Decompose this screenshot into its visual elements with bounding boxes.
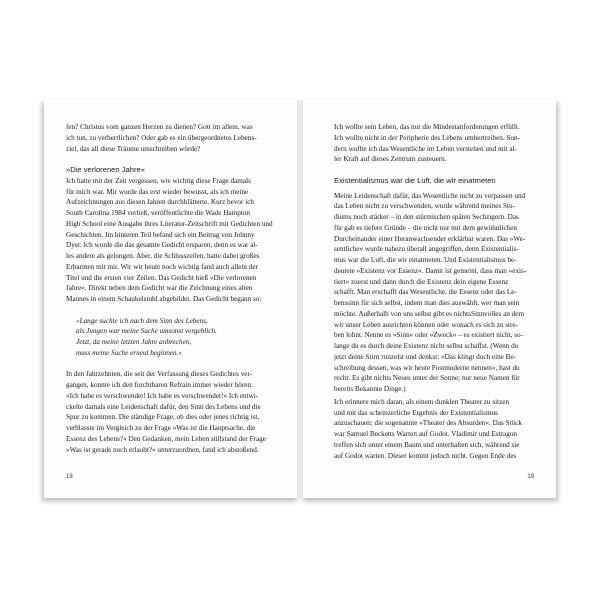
text-line: mus war die Luft, die wir einatmeten. Und Existentialismus be- xyxy=(334,256,517,264)
section-heading: »Die verlorenen Jahre« xyxy=(66,165,145,174)
right-paragraph xyxy=(334,191,544,395)
text-line: ben lohnt. Nenne es »Sinn« oder »Zweck« – es existiert nicht, so- xyxy=(334,331,524,340)
text-line: recht. Es gibt nichts Neues unter der Sonne; nur neue Namen für xyxy=(334,374,520,383)
text-line: High School eine Ausgabe ihres Literatur-Zeitschrift mit Gedichten und xyxy=(66,219,273,228)
text-line: In den Jahrzehnten, die seit der Verfassung dieses Gedichtes ver- xyxy=(66,370,253,379)
text-line: »Was ist gerade noch erlaubt?« unterzuordnen, fand ich abstoßend. xyxy=(66,445,259,454)
text-line: jetzt deine Stirn runzelst und denkst: »Das klingt doch eine Be- xyxy=(334,352,517,361)
text-line: für mich war. Mir wurde das erst wieder bewusst, als ich meine xyxy=(66,187,249,196)
text-line: für gab es tiefere Gründe – die nicht nur mit dem gewöhnlichen xyxy=(334,223,518,232)
text-line: Ich wollte sein Leben, das nur die Mindestanforderungen erfüllt. xyxy=(334,123,520,131)
text-line: Meine Leidenschaft dafür, das Wesentliche nicht zu verpassen und xyxy=(334,191,526,200)
text-line: ler Kraft auf dieses Zentrum zusteuern. xyxy=(334,155,447,164)
text-line: Mannes in einem Schaukelstuhl abgebildet. Das Gedicht begann so: xyxy=(66,295,262,303)
text-line: verblasste im Vergleich zu der Frage »Was ist die Hauptsache, die xyxy=(66,424,256,432)
right-page-text xyxy=(334,122,544,461)
text-line: ich tun, zu verherrlichen? Oder gab es ein übergeordnetes Lebens- xyxy=(66,133,257,142)
left-page-text xyxy=(66,122,276,455)
text-line: Dyer. Ich wurde die das gesamte Gedicht ersparen, denn es war al- xyxy=(66,241,258,250)
text-line: und mit das scheinzerliche Ergebnis der Existentialismus xyxy=(334,408,498,417)
quote-line: Jetzt, da meine letzten Jahre anbrechen, xyxy=(76,338,192,346)
text-line: South Carolina 1984 verließ, veröffentlichte die Wade Hampton xyxy=(66,209,250,217)
text-line: Ich wollte nicht in der Peripherie des Lebens umhertreiben. Son- xyxy=(334,133,521,142)
text-line: benssinn für sich selbst, indem man dies auswählt, wer man sein xyxy=(334,299,520,307)
quote-line: »Lange suchte ich nach dem Sinn des Lebens, xyxy=(76,316,208,325)
text-line: schafft. Man erschafft das Wesentliche, die Essenz oder das Le- xyxy=(334,288,517,297)
text-line: Ich erinnere mich daran, als einem dunklen Theater zu sitzen xyxy=(334,397,510,406)
quote-line: als Jungen war meine Suche umsonst vergeblich. xyxy=(76,327,217,336)
text-line: deutete »Existenz vor Essenz«. Damit ist gemeint, dass man »exis- xyxy=(334,266,527,275)
page-number: 19 xyxy=(527,474,534,480)
text-line: Ich hatte mit der Zeit vergessen, wie wichtig diese Frage damals xyxy=(66,176,251,185)
text-line: möchte. Außerhalb von uns selbst gibt es nichtsSinnvolles an dem xyxy=(334,309,525,318)
text-line: Spur zu kommen. Die ständige Frage, ob dies oder jenes richtig ist, xyxy=(66,413,260,422)
right-intro xyxy=(334,122,544,165)
quote-line: muss meine Suche erneut beginnen.« xyxy=(76,348,182,357)
book-spread xyxy=(44,100,556,498)
text-line: bereits Bekannte Dinge.) xyxy=(334,385,406,393)
text-line: Durcheinander einer Heranwachsender erklärbar waren. Das »We- xyxy=(334,234,526,243)
text-line: Aufzeichnungen aus diesen Jahren durchblätterte. Kurz bevor ich xyxy=(66,198,254,207)
text-line: Jahre«. Direkt neben dem Gedicht war die Zeichnung eines alten xyxy=(66,284,253,293)
text-line: les andere als gelungen. Aber, die Schlusszeilen, hatte dabei großes xyxy=(66,252,260,260)
text-line: tiert« zuerst und dann durch die Existenz dein eigene Essenz xyxy=(334,277,509,286)
left-paragraph-2 xyxy=(66,369,276,455)
text-line: war Samuel Becketts Warten auf Godot. Vladimir und Estragon xyxy=(334,430,517,438)
text-line: das Leben nicht zu verschwenden, wurde während meines Stu- xyxy=(334,202,516,211)
book-gutter xyxy=(297,100,303,498)
left-paragraph xyxy=(66,176,276,305)
left-page xyxy=(44,100,299,498)
text-line: auf Godot warten. Dieser kommt jedoch nicht. Gegen Ende des xyxy=(334,451,517,460)
text-line: sentliche« wurde nahezu überall angegriffen, denn Existentialis- xyxy=(334,245,519,254)
section-heading: Existentialismus war die Luft, die wir einatmeten xyxy=(334,175,496,185)
text-line: gangen, konnte ich den furchtbaren Refrain immer wieder hören: xyxy=(66,381,254,389)
page-number: 18 xyxy=(66,474,73,480)
text-line: fen? Christus vom ganzen Herzen zu dienen? Gott im allem, was xyxy=(66,123,253,131)
right-paragraph-2 xyxy=(334,397,544,462)
text-line: diums noch stärker – in den stürmischen späten Sechzigern. Das xyxy=(334,213,519,221)
text-line: »Ich habe es verschwendet! Ich habe es verschwendet!« Ich entwi- xyxy=(66,391,259,400)
text-line: Titel und die ersten vier Zeilen. Das Gedicht hieß »Die verlorenen xyxy=(66,273,257,282)
text-line: treffen sich unter einem Baum und unterhalten sich, während sie xyxy=(334,440,520,449)
text-line: dern wollte ich das Wesentliche im Leben verstehen und mit al- xyxy=(334,144,517,153)
text-line: lange du es durch deine Existenz nicht selbst schaffst. (Wenn du xyxy=(334,342,519,350)
poem-quote xyxy=(66,316,276,359)
right-page xyxy=(301,100,556,498)
left-intro xyxy=(66,122,276,154)
text-line: ckelte damals eine Leidenschaft dafür, den Sinn des Lebens und die xyxy=(66,402,261,411)
text-line: Geschichten. Im hinteren Teil befand sich ein Beitrag von Johnny xyxy=(66,230,255,239)
text-line: schreibung dessen, was wir heute Postmoderne nennen«, hast du xyxy=(334,363,520,372)
text-line: ziel, das all diese Träume umschreiben würde? xyxy=(66,144,201,153)
text-line: Essenz des Lebens?« Den Gedanken, mein Leben stillstand der Frage xyxy=(66,434,266,443)
text-line: anzuschauen: die sogenannte »Theater des Absurden«. Das Stück xyxy=(334,419,523,428)
text-line: Erbarmen mit mir. Wir wir heute noch wichtig fand auch allein der xyxy=(66,262,258,271)
text-line: wir unser Leben ausrichten können oder wonach es sich zu stre- xyxy=(334,320,519,329)
